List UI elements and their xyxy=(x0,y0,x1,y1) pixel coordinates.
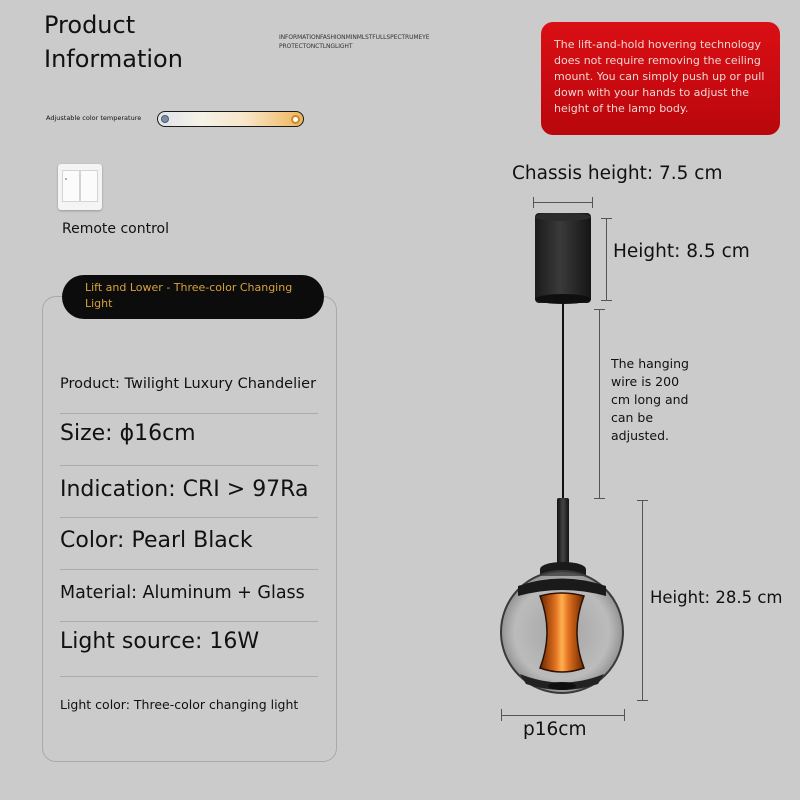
remote-control-label: Remote control xyxy=(62,221,169,237)
switch-right-button-icon xyxy=(80,170,98,202)
feature-banner-text: Lift and Lower - Three-color Changing Light xyxy=(85,281,293,310)
spec-divider xyxy=(60,517,318,518)
canopy-top-rim xyxy=(535,213,591,221)
diameter-label: p16cm xyxy=(523,719,587,740)
globe-height-label: Height: 28.5 cm xyxy=(650,588,783,607)
feature-banner xyxy=(62,275,324,319)
canopy-height-label: Height: 8.5 cm xyxy=(613,241,750,262)
title-line-1: Product xyxy=(44,11,136,39)
spec-size: Size: ϕ16cm xyxy=(60,421,196,446)
spec-divider xyxy=(60,569,318,570)
globe-height-dimension-line xyxy=(642,500,643,700)
dimension-tick xyxy=(637,700,648,701)
hover-technology-note xyxy=(541,22,780,135)
switch-left-button-icon xyxy=(62,170,80,202)
chassis-width-dimension-line xyxy=(533,202,593,203)
hanging-wire-note: The hanging wire is 200 cm long and can be adjusted. xyxy=(611,356,689,443)
color-temperature-slider[interactable] xyxy=(157,111,304,127)
color-temperature-label: Adjustable color temperature xyxy=(46,114,142,122)
spec-product: Product: Twilight Luxury Chandelier xyxy=(60,376,317,392)
dimension-tick xyxy=(637,500,648,501)
dimension-tick xyxy=(594,498,605,499)
wall-switch-icon xyxy=(58,164,102,210)
glass-globe-shade xyxy=(498,566,626,696)
spec-indication: Indication: CRI > 97Ra xyxy=(60,477,309,502)
spec-divider xyxy=(60,413,318,414)
spec-material: Material: Aluminum + Glass xyxy=(60,583,305,603)
spec-light-color: Light color: Three-color changing light xyxy=(60,697,299,712)
dimension-tick xyxy=(592,197,593,208)
spec-divider xyxy=(60,676,318,677)
dimension-tick xyxy=(533,197,534,208)
chassis-height-label: Chassis height: 7.5 cm xyxy=(512,163,723,184)
diameter-dimension-line xyxy=(501,715,625,716)
spec-color: Color: Pearl Black xyxy=(60,528,253,553)
spec-divider xyxy=(60,621,318,622)
canopy-height-dimension-line xyxy=(606,218,607,300)
dimension-tick xyxy=(601,300,612,301)
wire-length-dimension-line xyxy=(599,309,600,499)
dimension-tick xyxy=(601,218,612,219)
hanging-wire xyxy=(562,304,564,500)
ceiling-canopy xyxy=(535,213,591,303)
dimension-tick xyxy=(501,709,502,721)
hover-technology-text: The lift-and-hold hovering technology does not require removing the ceiling mount. You can simply push up or pull down with your hands to adjust the height of the lamp body. xyxy=(554,38,765,115)
dimension-tick xyxy=(624,709,625,721)
tagline-text: INFORMATIONFASHIONMINMLSTFULLSPECTRUMEYE PROTECTONCTLNGLIGHT xyxy=(279,34,430,50)
spec-light-source: Light source: 16W xyxy=(60,629,260,654)
dimension-tick xyxy=(594,309,605,310)
spec-divider xyxy=(60,465,318,466)
canopy-bottom-rim xyxy=(535,294,591,304)
page-title xyxy=(44,8,183,76)
lamp-stem xyxy=(557,498,569,568)
cool-endpoint-knob xyxy=(161,115,169,123)
warm-slider-knob[interactable] xyxy=(291,115,300,124)
title-line-2: Information xyxy=(44,45,183,73)
